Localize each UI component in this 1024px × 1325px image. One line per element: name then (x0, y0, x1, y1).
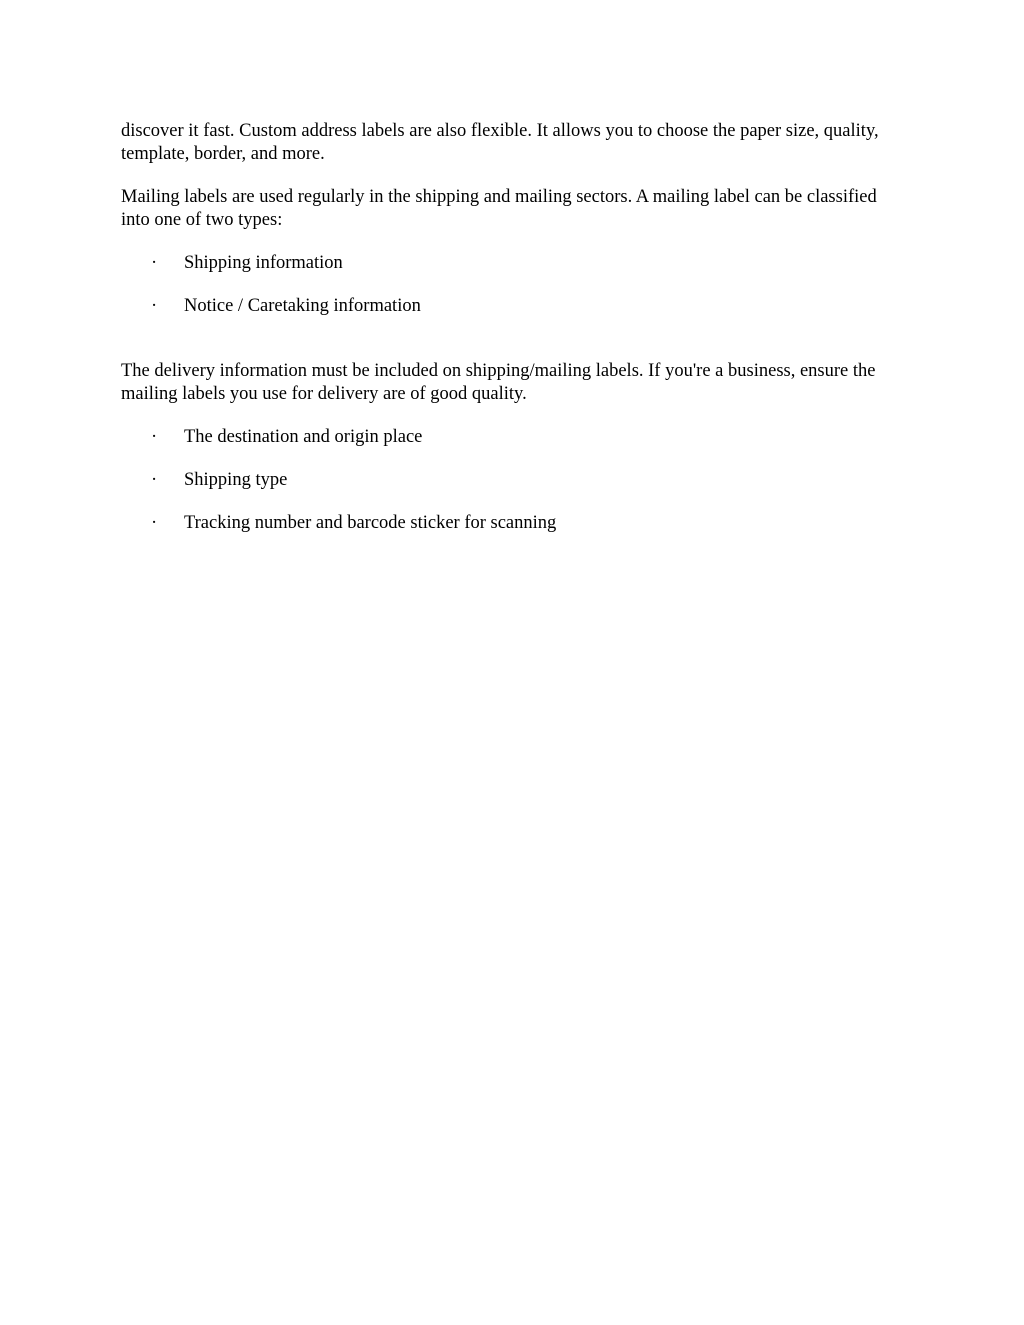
bullet-icon: · (151, 513, 158, 533)
list-item-text: The destination and origin place (184, 427, 423, 447)
list-item (121, 426, 901, 449)
delivery-info-list (121, 426, 901, 535)
blank-line (121, 338, 901, 360)
paragraph-mailing-labels: Mailing labels are used regularly in the shipping and mailing sectors. A mailing label can be classified into one of two types: (121, 187, 877, 230)
list-item-text: Notice / Caretaking information (184, 296, 421, 316)
list-item-text: Shipping information (184, 253, 343, 273)
list-item-text: Shipping type (184, 470, 288, 490)
list-item (121, 295, 901, 318)
list-item (121, 512, 901, 535)
bullet-icon: · (151, 296, 158, 316)
paragraph-address-labels: discover it fast. Custom address labels are also flexible. It allows you to choose the paper size, quality, template, border, and more. (121, 121, 879, 164)
bullet-icon: · (151, 470, 158, 490)
bullet-icon: · (151, 253, 158, 273)
list-item-text: Tracking number and barcode sticker for scanning (184, 513, 557, 533)
list-item (121, 469, 901, 492)
paragraph-delivery-info: The delivery information must be included on shipping/mailing labels. If you're a business, ensure the mailing labels you use for delivery are of good quality. (121, 361, 876, 404)
list-item (121, 252, 901, 275)
document-page (121, 120, 901, 555)
bullet-icon: · (151, 427, 158, 447)
label-types-list (121, 252, 901, 318)
